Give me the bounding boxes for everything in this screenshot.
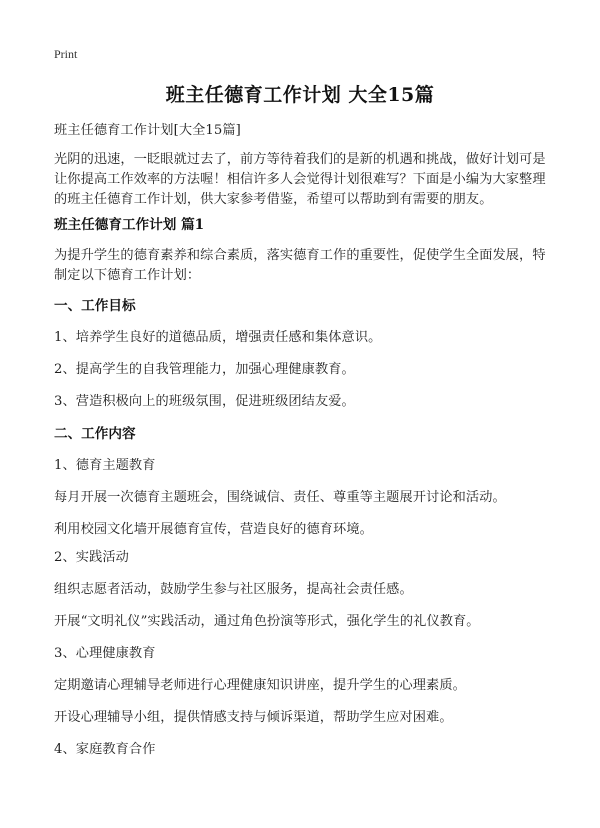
content-item-3-paragraph-2: 开设心理辅导小组，提供情感支持与倾诉渠道，帮助学生应对困难。 [54,710,453,725]
content-item-1-paragraph-1: 每月开展一次德育主题班会，围绕诚信、责任、尊重等主题展开讨论和活动。 [54,490,506,505]
content-item-2-paragraph-2: 开展“文明礼仪”实践活动，通过角色扮演等形式，强化学生的礼仪教育。 [54,614,480,629]
content-heading: 二、工作内容 [54,426,136,442]
content-item-3-title: 3、心理健康教育 [54,646,156,661]
goal-item-2: 2、提高学生的自我管理能力，加强心理健康教育。 [54,362,355,377]
document-subtitle: 班主任德育工作计划[大全15篇] [54,123,241,138]
section-intro-paragraph: 为提升学生的德育素养和综合素质，落实德育工作的重要性，促使学生全面发展，特制定以下德育工作计划： [54,248,546,283]
content-item-2-title: 2、实践活动 [54,550,129,565]
goal-item-3: 3、营造积极向上的班级氛围，促进班级团结友爱。 [54,394,355,409]
section-title: 班主任德育工作计划 篇1 [54,217,205,233]
print-link[interactable]: Print [54,47,78,61]
content-item-4-title: 4、家庭教育合作 [54,742,156,757]
intro-paragraph: 光阴的迅速，一眨眼就过去了，前方等待着我们的是新的机遇和挑战，做好计划可是让你提高工作效率的方法喔！相信许多人会觉得计划很难写？下面是小编为大家整理的班主任德育工作计划，供大家参考借鉴，希望可以帮助到有需要的朋友。 [54,152,546,207]
content-item-1-paragraph-2: 利用校园文化墙开展德育宣传，营造良好的德育环境。 [54,522,373,537]
page-title: 班主任德育工作计划 大全15篇 [165,84,435,106]
content-item-3-paragraph-1: 定期邀请心理辅导老师进行心理健康知识讲座，提升学生的心理素质。 [54,678,466,693]
goals-heading: 一、工作目标 [54,298,136,314]
goal-item-1: 1、培养学生良好的道德品质，增强责任感和集体意识。 [54,330,382,345]
content-item-1-title: 1、德育主题教育 [54,458,156,473]
content-item-2-paragraph-1: 组织志愿者活动，鼓励学生参与社区服务，提高社会责任感。 [54,582,413,597]
